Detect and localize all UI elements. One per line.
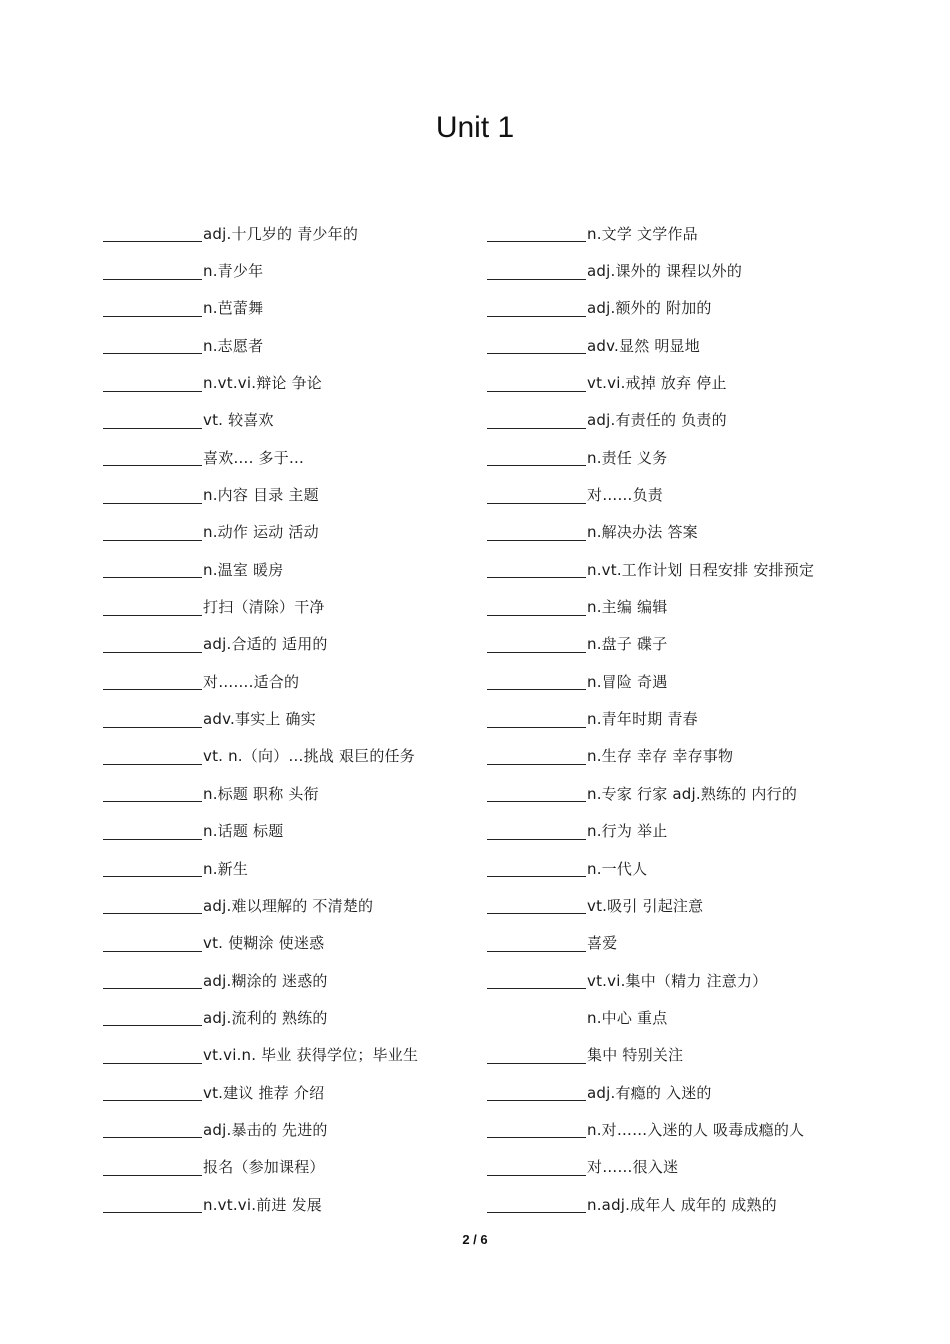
vocab-row bbox=[103, 1037, 523, 1074]
vocab-definition: n.青少年 bbox=[203, 262, 264, 281]
vocab-row bbox=[487, 1111, 927, 1148]
vocab-definition: n.青年时期 青春 bbox=[587, 710, 698, 729]
vocab-row bbox=[487, 663, 927, 700]
vocab-row bbox=[103, 1111, 523, 1148]
answer-blank[interactable] bbox=[487, 599, 586, 616]
answer-blank[interactable] bbox=[487, 897, 586, 914]
vocab-definition: n.行为 举止 bbox=[587, 822, 668, 841]
answer-blank[interactable] bbox=[103, 337, 202, 354]
vocab-row bbox=[487, 215, 927, 252]
vocab-row bbox=[103, 813, 523, 850]
answer-blank[interactable] bbox=[487, 1159, 586, 1176]
answer-blank[interactable] bbox=[103, 935, 202, 952]
answer-blank[interactable] bbox=[487, 524, 586, 541]
answer-blank[interactable] bbox=[103, 412, 202, 429]
vocab-definition: n.主编 编辑 bbox=[587, 598, 668, 617]
vocab-row bbox=[103, 962, 523, 999]
vocab-row bbox=[103, 402, 523, 439]
vocab-row bbox=[487, 962, 927, 999]
vocab-row bbox=[103, 514, 523, 551]
answer-blank[interactable] bbox=[487, 487, 586, 504]
answer-blank[interactable] bbox=[487, 636, 586, 653]
answer-blank[interactable] bbox=[103, 487, 202, 504]
vocab-row bbox=[487, 252, 927, 289]
answer-blank[interactable] bbox=[487, 935, 586, 952]
vocab-definition: vt.vi.n. 毕业 获得学位；毕业生 bbox=[203, 1046, 419, 1065]
vocab-row bbox=[103, 775, 523, 812]
vocab-definition: n.志愿者 bbox=[203, 336, 264, 355]
answer-blank[interactable] bbox=[487, 823, 586, 840]
vocab-definition: adj.课外的 课程以外的 bbox=[587, 262, 743, 281]
answer-blank[interactable] bbox=[103, 1009, 202, 1026]
vocab-row bbox=[487, 738, 927, 775]
answer-blank[interactable] bbox=[103, 263, 202, 280]
answer-blank[interactable] bbox=[103, 1196, 202, 1213]
vocab-definition: n.一代人 bbox=[587, 859, 648, 878]
vocab-row bbox=[487, 588, 927, 625]
vocab-definition: 打扫（清除）干净 bbox=[203, 598, 325, 617]
answer-blank[interactable] bbox=[103, 524, 202, 541]
vocab-row bbox=[487, 1037, 927, 1074]
vocab-definition: n.标题 职称 头衔 bbox=[203, 784, 319, 803]
vocab-row bbox=[103, 999, 523, 1036]
answer-blank[interactable] bbox=[103, 711, 202, 728]
vocab-row bbox=[103, 252, 523, 289]
vocab-definition: n.话题 标题 bbox=[203, 822, 284, 841]
answer-blank[interactable] bbox=[487, 1196, 586, 1213]
answer-blank[interactable] bbox=[103, 860, 202, 877]
vocab-row bbox=[487, 476, 927, 513]
vocab-row bbox=[103, 439, 523, 476]
answer-blank[interactable] bbox=[103, 225, 202, 242]
answer-blank[interactable] bbox=[487, 337, 586, 354]
vocab-definition: adj.有责任的 负责的 bbox=[587, 411, 727, 430]
vocab-row bbox=[487, 514, 927, 551]
vocab-row bbox=[103, 215, 523, 252]
vocab-definition: 对…….适合的 bbox=[203, 672, 300, 691]
vocab-row bbox=[487, 999, 927, 1036]
answer-blank[interactable] bbox=[487, 1084, 586, 1101]
vocab-definition: n.vt.vi.前进 发展 bbox=[203, 1195, 322, 1214]
vocab-row bbox=[103, 850, 523, 887]
answer-blank[interactable] bbox=[487, 1047, 586, 1064]
answer-blank[interactable] bbox=[487, 412, 586, 429]
answer-blank[interactable] bbox=[103, 1084, 202, 1101]
answer-blank[interactable] bbox=[487, 300, 586, 317]
vocab-definition: n.vt.vi.辩论 争论 bbox=[203, 374, 322, 393]
vocab-definition: n.vt.工作计划 日程安排 安排预定 bbox=[587, 560, 815, 579]
answer-blank[interactable] bbox=[487, 375, 586, 392]
vocab-definition: n.解决办法 答案 bbox=[587, 523, 698, 542]
vocab-row bbox=[103, 1074, 523, 1111]
page-title: Unit 1 bbox=[435, 111, 515, 144]
vocab-row bbox=[103, 663, 523, 700]
vocab-definition: adj.难以理解的 不清楚的 bbox=[203, 896, 374, 915]
answer-blank bbox=[487, 1009, 586, 1026]
vocab-definition: vt. n.（向）…挑战 艰巨的任务 bbox=[203, 747, 415, 766]
vocab-definition: vt.吸引 引起注意 bbox=[587, 896, 704, 915]
answer-blank[interactable] bbox=[103, 1047, 202, 1064]
vocab-row bbox=[487, 1149, 927, 1186]
vocab-definition: n.新生 bbox=[203, 859, 249, 878]
answer-blank[interactable] bbox=[487, 860, 586, 877]
answer-blank[interactable] bbox=[103, 1159, 202, 1176]
vocab-row bbox=[487, 402, 927, 439]
vocab-definition: adj.流利的 熟练的 bbox=[203, 1008, 328, 1027]
answer-blank[interactable] bbox=[487, 748, 586, 765]
vocab-row bbox=[487, 439, 927, 476]
vocab-definition: 集中 特别关注 bbox=[587, 1046, 684, 1065]
vocab-row bbox=[487, 887, 927, 924]
answer-blank[interactable] bbox=[487, 972, 586, 989]
vocab-row bbox=[103, 925, 523, 962]
answer-blank[interactable] bbox=[103, 673, 202, 690]
answer-blank[interactable] bbox=[103, 972, 202, 989]
vocab-row bbox=[103, 626, 523, 663]
answer-blank[interactable] bbox=[103, 636, 202, 653]
answer-blank[interactable] bbox=[487, 263, 586, 280]
vocab-row bbox=[487, 327, 927, 364]
vocab-row bbox=[487, 813, 927, 850]
vocab-definition: n.温室 暖房 bbox=[203, 560, 284, 579]
vocab-row bbox=[103, 364, 523, 401]
vocab-definition: n.内容 目录 主题 bbox=[203, 486, 319, 505]
vocab-row bbox=[103, 290, 523, 327]
answer-blank[interactable] bbox=[487, 1121, 586, 1138]
vocab-column-left bbox=[103, 215, 523, 1223]
answer-blank[interactable] bbox=[103, 599, 202, 616]
page-number: 2 / 6 bbox=[462, 1232, 488, 1247]
answer-blank[interactable] bbox=[487, 673, 586, 690]
vocab-row bbox=[103, 1186, 523, 1223]
answer-blank[interactable] bbox=[103, 375, 202, 392]
vocab-row bbox=[103, 700, 523, 737]
vocab-definition: vt. 较喜欢 bbox=[203, 411, 274, 430]
vocab-definition: n.对……入迷的人 吸毒成瘾的人 bbox=[587, 1120, 805, 1139]
vocab-row bbox=[103, 738, 523, 775]
vocab-row bbox=[487, 925, 927, 962]
answer-blank[interactable] bbox=[103, 748, 202, 765]
vocab-definition: adj.暴击的 先进的 bbox=[203, 1120, 328, 1139]
vocab-row bbox=[103, 551, 523, 588]
vocab-definition: adj.有瘾的 入迷的 bbox=[587, 1083, 712, 1102]
vocab-definition: n.责任 义务 bbox=[587, 448, 668, 467]
vocab-definition: adj.合适的 适用的 bbox=[203, 635, 328, 654]
vocab-definition: adj.额外的 附加的 bbox=[587, 299, 712, 318]
vocab-row bbox=[103, 887, 523, 924]
vocab-definition: vt.vi.集中（精力 注意力） bbox=[587, 971, 768, 990]
vocab-row bbox=[103, 588, 523, 625]
vocab-definition: n.中心 重点 bbox=[587, 1008, 668, 1027]
vocab-row bbox=[487, 1186, 927, 1223]
answer-blank[interactable] bbox=[103, 561, 202, 578]
answer-blank[interactable] bbox=[103, 785, 202, 802]
answer-blank[interactable] bbox=[103, 897, 202, 914]
answer-blank[interactable] bbox=[103, 300, 202, 317]
vocab-definition: 对……负责 bbox=[587, 486, 664, 505]
vocab-definition: adj.十几岁的 青少年的 bbox=[203, 224, 359, 243]
answer-blank[interactable] bbox=[487, 785, 586, 802]
vocab-definition: vt. 使糊涂 使迷惑 bbox=[203, 934, 325, 953]
vocab-definition: vt.建议 推荐 介绍 bbox=[203, 1083, 325, 1102]
vocab-definition: n.adj.成年人 成年的 成熟的 bbox=[587, 1195, 777, 1214]
vocab-definition: 对……很入迷 bbox=[587, 1158, 679, 1177]
answer-blank[interactable] bbox=[487, 225, 586, 242]
vocab-row bbox=[103, 1149, 523, 1186]
vocab-row bbox=[487, 1074, 927, 1111]
answer-blank[interactable] bbox=[487, 711, 586, 728]
vocab-definition: n.冒险 奇遇 bbox=[587, 672, 668, 691]
vocab-definition: n.专家 行家 adj.熟练的 内行的 bbox=[587, 784, 798, 803]
vocab-row bbox=[487, 700, 927, 737]
vocab-definition: adv.显然 明显地 bbox=[587, 336, 700, 355]
vocab-row bbox=[103, 476, 523, 513]
answer-blank[interactable] bbox=[487, 561, 586, 578]
vocab-row bbox=[487, 850, 927, 887]
vocab-row bbox=[487, 364, 927, 401]
answer-blank[interactable] bbox=[103, 823, 202, 840]
vocab-definition: vt.vi.戒掉 放弃 停止 bbox=[587, 374, 727, 393]
vocab-definition: n.文学 文学作品 bbox=[587, 224, 698, 243]
vocab-row bbox=[487, 551, 927, 588]
vocab-definition: n.芭蕾舞 bbox=[203, 299, 264, 318]
vocab-definition: n.盘子 碟子 bbox=[587, 635, 668, 654]
answer-blank[interactable] bbox=[103, 449, 202, 466]
vocab-row bbox=[487, 290, 927, 327]
vocab-definition: 喜爱 bbox=[587, 934, 618, 953]
vocab-definition: n.生存 幸存 幸存事物 bbox=[587, 747, 734, 766]
answer-blank[interactable] bbox=[487, 449, 586, 466]
vocab-definition: n.动作 运动 活动 bbox=[203, 523, 319, 542]
vocab-row bbox=[103, 327, 523, 364]
vocab-row bbox=[487, 626, 927, 663]
vocab-definition: 报名（参加课程） bbox=[203, 1158, 325, 1177]
vocab-definition: adj.糊涂的 迷惑的 bbox=[203, 971, 328, 990]
vocab-definition: adv.事实上 确实 bbox=[203, 710, 316, 729]
vocab-row bbox=[487, 775, 927, 812]
answer-blank[interactable] bbox=[103, 1121, 202, 1138]
vocab-column-right bbox=[487, 215, 927, 1223]
vocab-definition: 喜欢…. 多于… bbox=[203, 448, 305, 467]
